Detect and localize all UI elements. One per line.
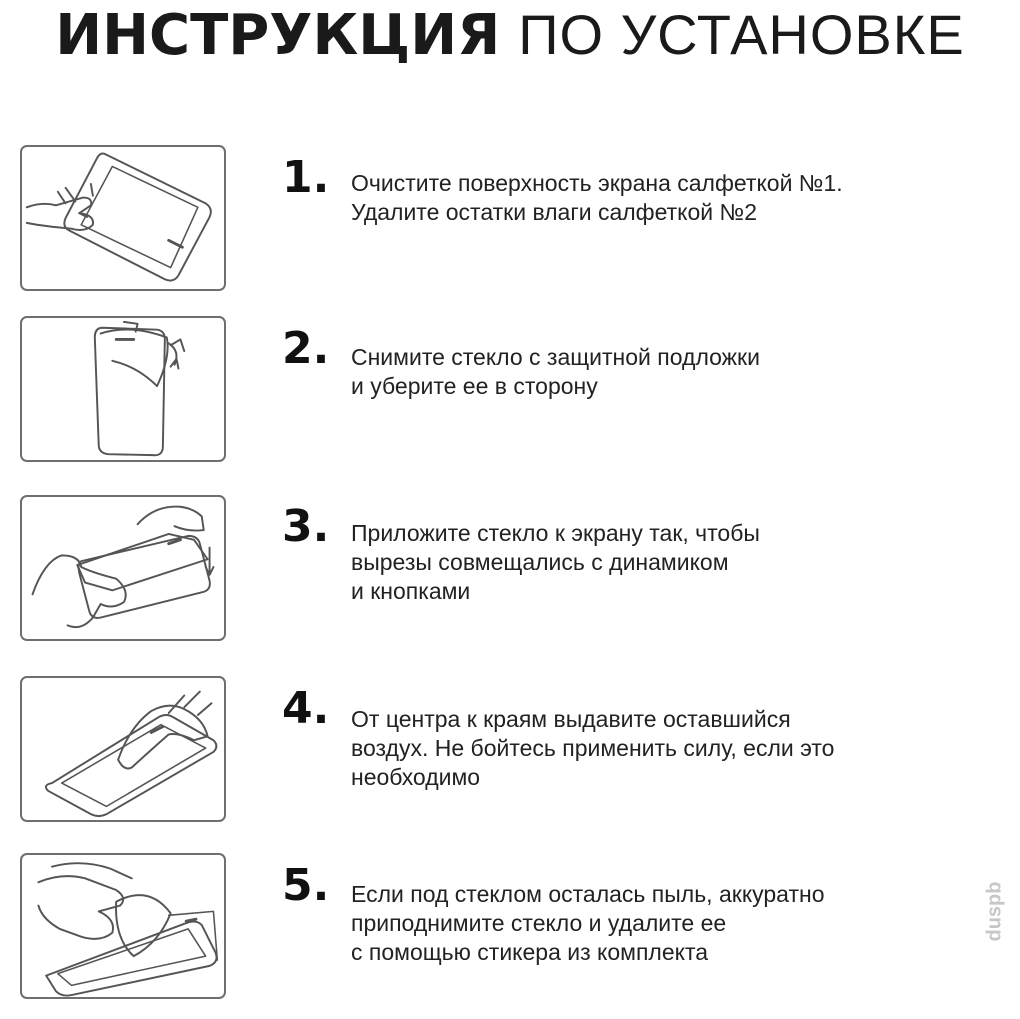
step-number: 2.	[282, 323, 330, 374]
step-number: 1.	[282, 152, 330, 203]
watermark-logo	[980, 860, 1010, 970]
watermark-text: duspb	[983, 881, 1006, 942]
step-text: Приложите стекло к экрану так, чтобы вырезы совмещались с динамиком и кнопками	[351, 520, 760, 604]
peel-film-icon	[20, 316, 226, 462]
page-title	[0, 0, 1020, 70]
step-number: 5.	[282, 860, 330, 911]
title-bold: ИНСТРУКЦИЯ	[55, 3, 501, 68]
wipe-screen-icon	[20, 145, 226, 291]
step-text: Очистите поверхность экрана салфеткой №1. Удалите остатки влаги салфеткой №2	[351, 170, 843, 225]
step-number: 3.	[282, 501, 330, 552]
remove-dust-icon	[20, 853, 226, 999]
press-air-icon	[20, 676, 226, 822]
align-glass-icon	[20, 495, 226, 641]
title-thin: ПО УСТАНОВКЕ	[518, 3, 965, 66]
step-text: Если под стеклом осталась пыль, аккуратно приподнимите стекло и удалите ее с помощью стикера из комплекта	[351, 881, 825, 965]
step-text: Снимите стекло с защитной подложки и уберите ее в сторону	[351, 344, 760, 399]
step-number: 4.	[282, 683, 330, 734]
step-text: От центра к краям выдавите оставшийся воздух. Не бойтесь применить силу, если это необходимо	[351, 706, 835, 790]
